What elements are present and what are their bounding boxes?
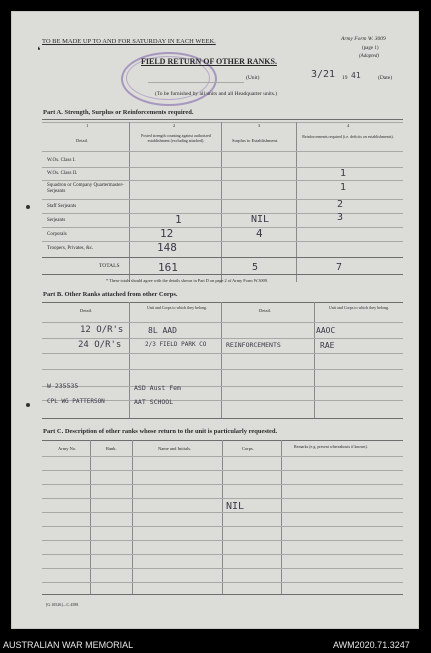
row-detail: Troopers, Privates, &c. (47, 246, 94, 251)
row-rule (42, 241, 403, 242)
row-rule (42, 512, 403, 513)
punch-hole (26, 403, 30, 407)
attached-unit: ASD Aust Fem (134, 384, 181, 392)
part-a-title: Part A. Strength, Surplus or Reinforcements required. (43, 109, 194, 116)
row-detail: W.Os. Class II. (47, 171, 78, 176)
row-detail: Serjeants (47, 218, 66, 223)
attached-unit: AAT SCHOOL (134, 398, 174, 406)
part-b-header: Unit and Corps to which they belong. (146, 305, 208, 310)
row-rule (42, 386, 403, 387)
row-rule (42, 540, 403, 541)
adapted-note: (Adapted) (359, 54, 379, 59)
row-rule (42, 257, 403, 258)
row-reinf: 1 (340, 182, 347, 193)
row-detail: Staff Serjeants (47, 204, 77, 209)
attached-unit: 8L AAD (148, 326, 177, 335)
col-divider (132, 440, 133, 594)
part-c-title: Part C. Description of other ranks whose return to the unit is particularly requested. (43, 428, 278, 435)
part-b-title: Part B. Other Ranks attached from other Corps. (43, 291, 178, 298)
part-b-header: Unit and Corps to which they belong. (328, 305, 390, 310)
row-reinf: 2 (337, 199, 344, 210)
row-reinf: 3 (337, 212, 344, 223)
punch-hole (26, 205, 30, 209)
ink-mark: ❛ (35, 45, 43, 60)
attached-unit-2: RAE (320, 341, 335, 350)
col-number: 4 (347, 123, 350, 128)
unit-label: (Unit) (246, 75, 260, 81)
row-posted: 12 (160, 227, 174, 240)
part-c-header: Rank. (106, 446, 117, 451)
attached-detail-2: REINFORCEMENTS (226, 341, 281, 349)
totals-rule (42, 274, 403, 275)
col-header-detail: Detail. (76, 138, 89, 143)
col-number: 2 (173, 123, 176, 128)
row-rule (42, 484, 403, 485)
col-header-reinf: Reinforcements required (i.e. deficits on establishments). (302, 134, 394, 139)
part-c-end-rule (42, 594, 403, 595)
printer-code: [G.10526]—C.4588 (46, 602, 79, 607)
col-divider (296, 122, 297, 282)
part-b-header: Detail. (80, 308, 93, 313)
totals-posted: 161 (158, 261, 178, 274)
row-rule (42, 470, 403, 471)
part-c-header: Remarks (e.g. present whereabouts if known). (294, 444, 368, 449)
col-divider (281, 440, 282, 594)
col-divider (221, 122, 222, 282)
row-posted: 148 (157, 241, 177, 254)
row-detail: W.Os. Class I. (47, 158, 76, 163)
row-rule (42, 322, 403, 323)
attached-detail: 24 O/R's (78, 340, 122, 350)
return-instruction: TO BE MADE UP TO AND FOR SATURDAY IN EACH WEEK. (42, 38, 216, 45)
form-sheet (11, 11, 419, 629)
unit-line (148, 82, 244, 83)
col-divider (90, 440, 91, 594)
attached-detail: W 235535 (47, 382, 79, 390)
col-number: 3 (258, 123, 261, 128)
date-label: (Date) (378, 75, 393, 81)
row-rule (42, 213, 403, 214)
attached-detail: 12 O/R's (80, 325, 124, 335)
row-rule (42, 568, 403, 569)
header-rule (42, 151, 403, 152)
part-c-header: Name and Initials. (158, 446, 192, 451)
row-rule (42, 526, 403, 527)
row-reinf: 1 (340, 168, 347, 179)
col-header-posted: Posted strength counting against authorized establishment (excluding attached). (141, 133, 211, 143)
row-rule (42, 167, 403, 168)
row-rule (42, 180, 403, 181)
row-rule (42, 554, 403, 555)
col-divider (129, 122, 130, 282)
form-number: Army Form W. 3009 (341, 36, 386, 42)
row-rule (42, 498, 403, 499)
date-value: 3/21 (311, 69, 336, 80)
part-c-header: Corps. (242, 446, 254, 451)
furnished-note: (To be furnished by all units and all Headquarter units.) (155, 91, 278, 97)
part-b-rule (42, 302, 403, 303)
row-detail: Squadron or Company Quartermaster-Serjeants (47, 183, 124, 194)
part-b-header: Detail. (259, 308, 272, 313)
row-rule (42, 353, 403, 354)
attached-unit: 2/3 FIELD PARK CO (145, 341, 207, 348)
row-rule (42, 227, 403, 228)
totals-surplus: 5 (252, 262, 259, 273)
row-rule (42, 338, 403, 339)
row-detail: Corporals (47, 232, 67, 237)
attached-detail: CPL WG PATTERSON (47, 398, 105, 405)
col-divider (222, 440, 223, 594)
attached-unit-2: AAOC (316, 326, 336, 335)
part-a-rule (42, 119, 403, 120)
page-number: (page 1) (362, 46, 379, 51)
nil-entry: NIL (226, 501, 245, 512)
totals-reinf: 7 (336, 262, 343, 273)
part-c-header: Army No. (58, 446, 77, 451)
row-posted: 1 (175, 213, 182, 226)
part-b-end-rule (42, 418, 403, 419)
header-rule (42, 456, 403, 457)
row-rule (42, 582, 403, 583)
footer-right: AWM2020.71.3247 (333, 640, 410, 650)
form-title: FIELD RETURN OF OTHER RANKS. (141, 57, 277, 66)
totals-label: TOTALS (99, 263, 120, 269)
row-surplus: 4 (256, 227, 263, 240)
footer-left: AUSTRALIAN WAR MEMORIAL (3, 640, 134, 650)
col-header-surplus: Surplus to Establishment. (232, 138, 279, 143)
col-number: 1 (86, 123, 89, 128)
year-prefix: 19 (342, 75, 348, 81)
row-rule (42, 199, 403, 200)
year-value: 41 (351, 71, 361, 80)
row-surplus: NIL (251, 214, 270, 225)
totals-note: * These totals should agree with the details shown in Part D on page 2 of Army Form W.3009. (106, 278, 268, 283)
row-rule (42, 369, 403, 370)
